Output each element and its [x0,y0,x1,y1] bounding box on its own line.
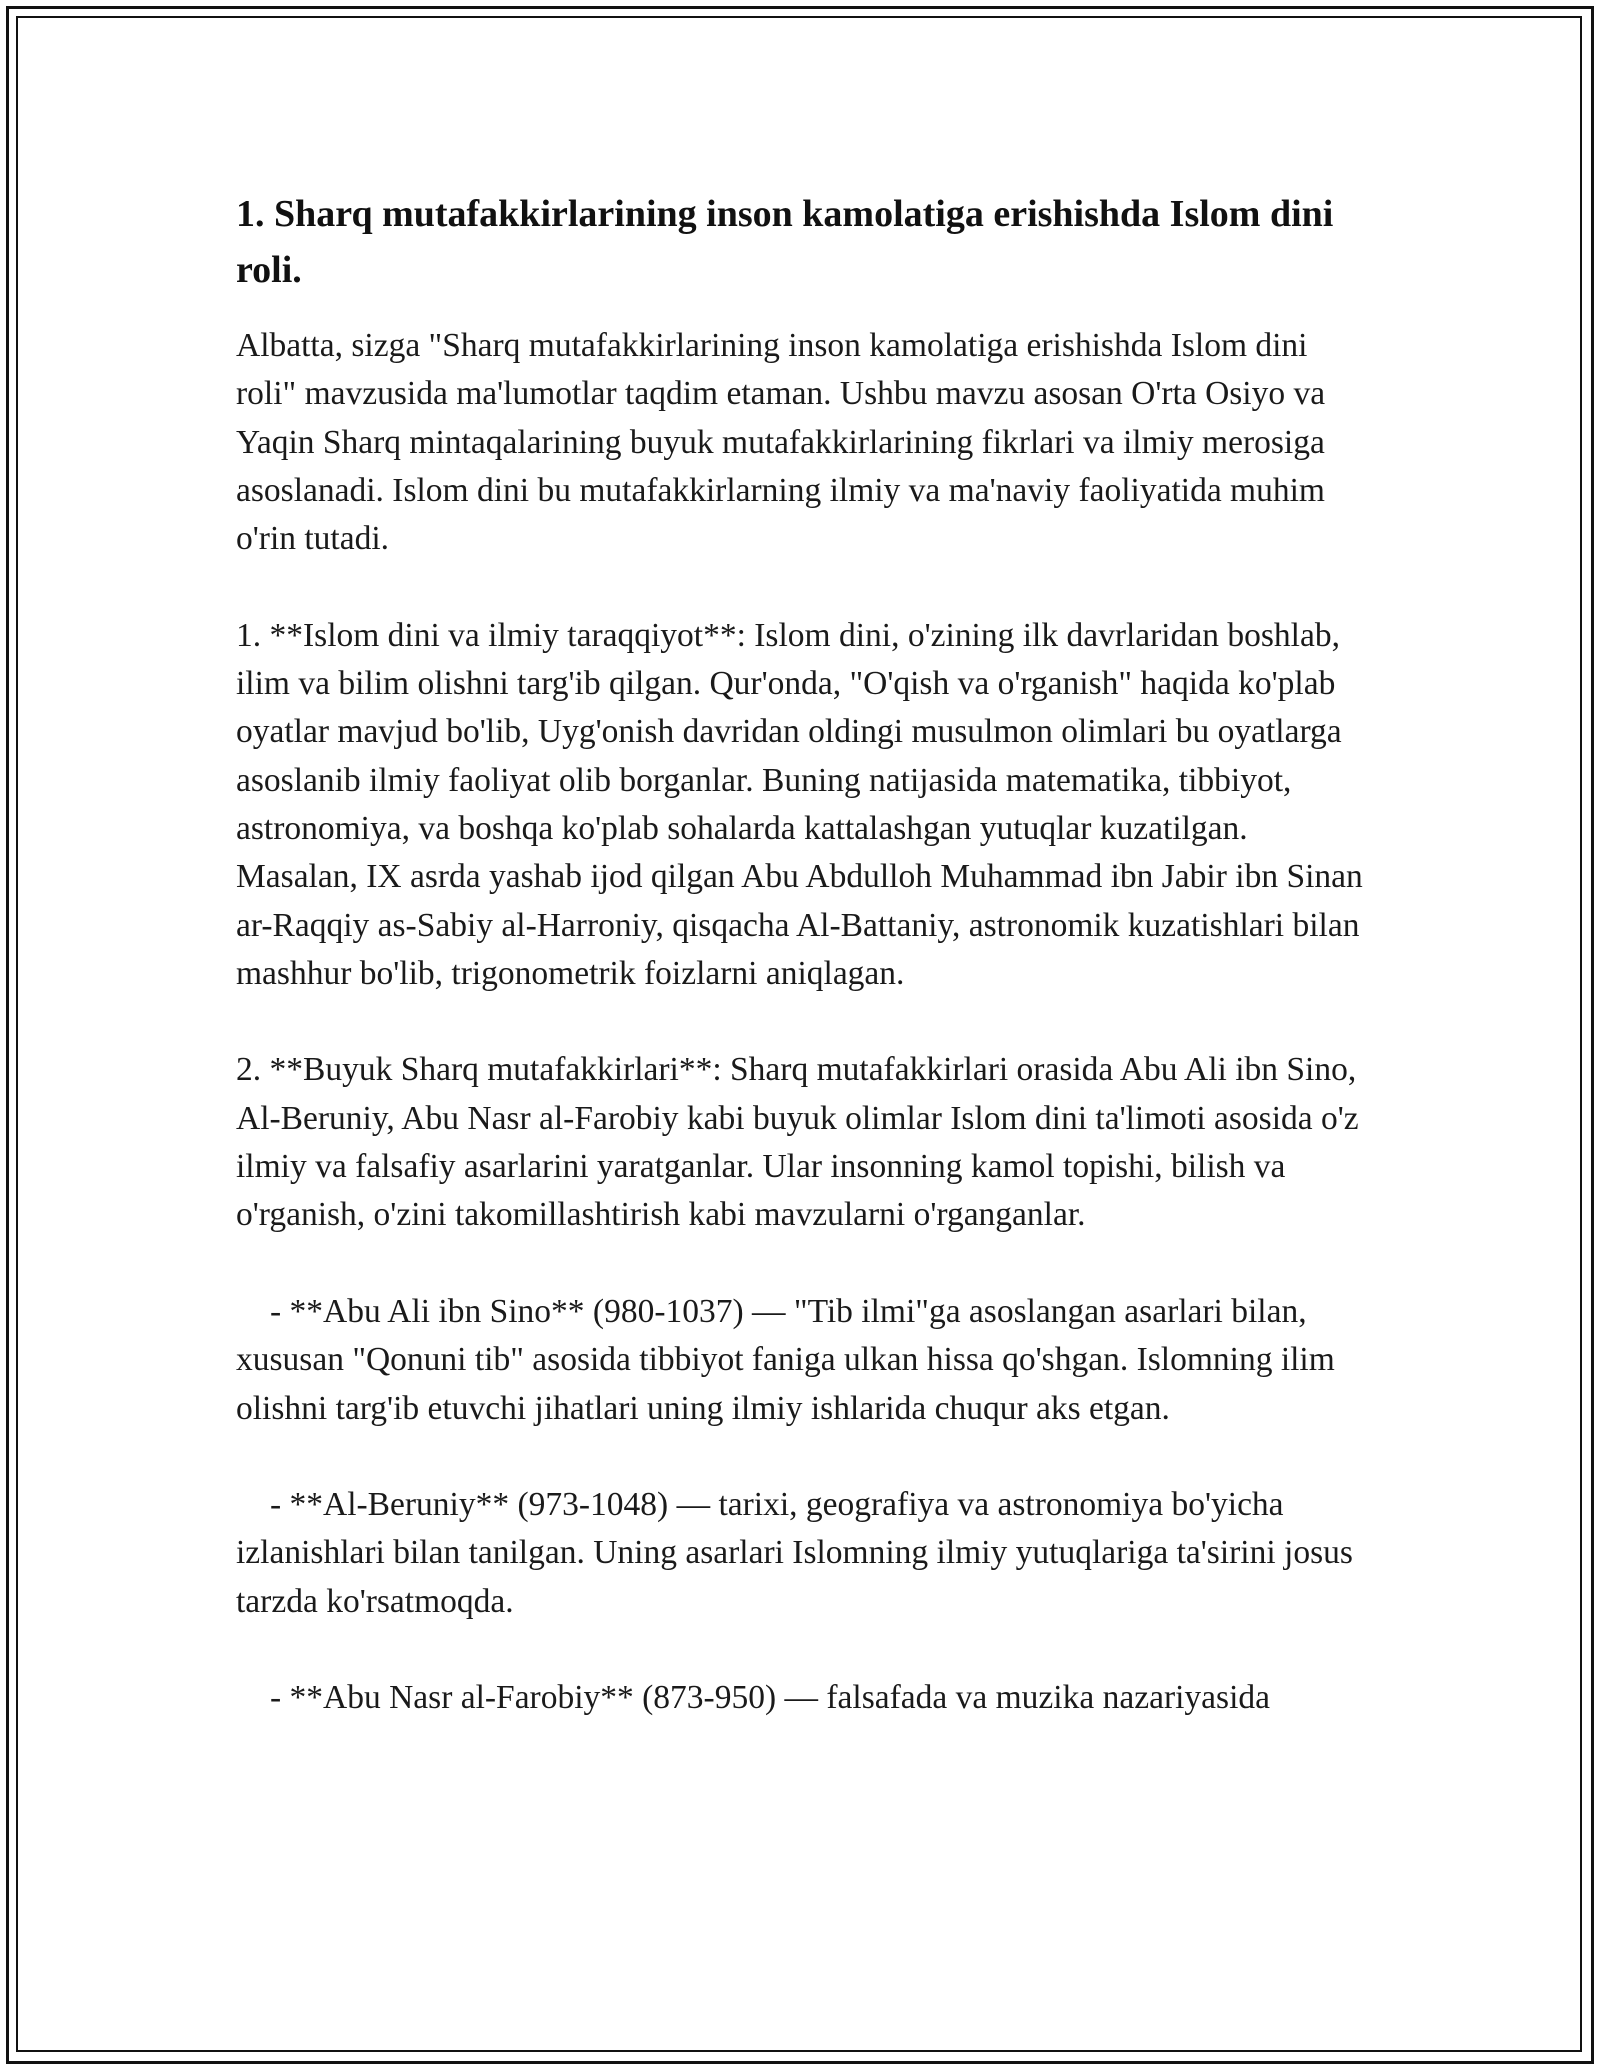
ibn-sino-paragraph: - **Abu Ali ibn Sino** (980-1037) — "Tib ilmi"ga asoslangan asarlari bilan, xususan "Qonuni tib" asosida tibbiyot faniga ulkan hissa qo'shgan. Islomning ilim olishni targ'ib etuvchi jihatlari uning ilmiy ishlarida chuqur aks etgan. [236,1292,1344,1427]
beruniy-paragraph: - **Al-Beruniy** (973-1048) — tarixi, geografiya va astronomiya bo'yicha izlanishlari bilan tanilgan. Uning asarlari Islomning ilmiy yutuqlariga ta'sirini josus tarzda ko'rsatmoqda. [236,1486,1362,1620]
document-heading: 1. Sharq mutafakkirlarining inson kamolatiga erishishda Islom dini roli. [236,193,1334,291]
document-body [236,186,1372,1771]
farobiy-paragraph: - **Abu Nasr al-Farobiy** (873-950) — falsafada va muzika nazariyasida [270,1679,1270,1717]
point-2-paragraph: 2. **Buyuk Sharq mutafakkirlari**: Sharq mutafakkirlari orasida Abu Ali ibn Sino, Al-Beruniy, Abu Nasr al-Farobiy kabi buyuk olimlar Islom dini ta'limoti asosida o'z ilmiy va falsafiy asarlarini yaratganlar. Ular insonning kamol topishi, bilish va o'rganish, o'zini takomillashtirish kabi mavzularni o'rganganlar. [236,1051,1368,1234]
point-1-paragraph: 1. **Islom dini va ilmiy taraqqiyot**: Islom dini, o'zining ilk davrlaridan boshlab, ilim va bilim olishni targ'ib qilgan. Qur'onda, "O'qish va o'rganish" haqida ko'plab oyatlar mavjud bo'lib, Uyg'onish davridan oldingi musulmon olimlari bu oyatlarga asoslanib ilmiy faoliyat olib borganlar. Buning natijasida matematika, tibbiyot, astronomiya, va boshqa ko'plab sohalarda kattalashgan yutuqlar kuzatilgan. Masalan, IX asrda yashab ijod qilgan Abu Abdulloh Muhammad ibn Jabir ibn Sinan ar-Raqqiy as-Sabiy al-Harroniy, qisqacha Al-Battaniy, astronomik kuzatishlari bilan mashhur bo'lib, trigonometrik foizlarni aniqlagan. [236,616,1372,992]
intro-paragraph: Albatta, sizga "Sharq mutafakkirlarining inson kamolatiga erishishda Islom dini roli" mavzusida ma'lumotlar taqdim etaman. Ushbu mavzu asosan O'rta Osiyo va Yaqin Sharq mintaqalarining buyuk mutafakkirlarining fikrlari va ilmiy merosiga asoslanadi. Islom dini bu mutafakkirlarning ilmiy va ma'naviy faoliyatida muhim o'rin tutadi. [236,327,1334,558]
